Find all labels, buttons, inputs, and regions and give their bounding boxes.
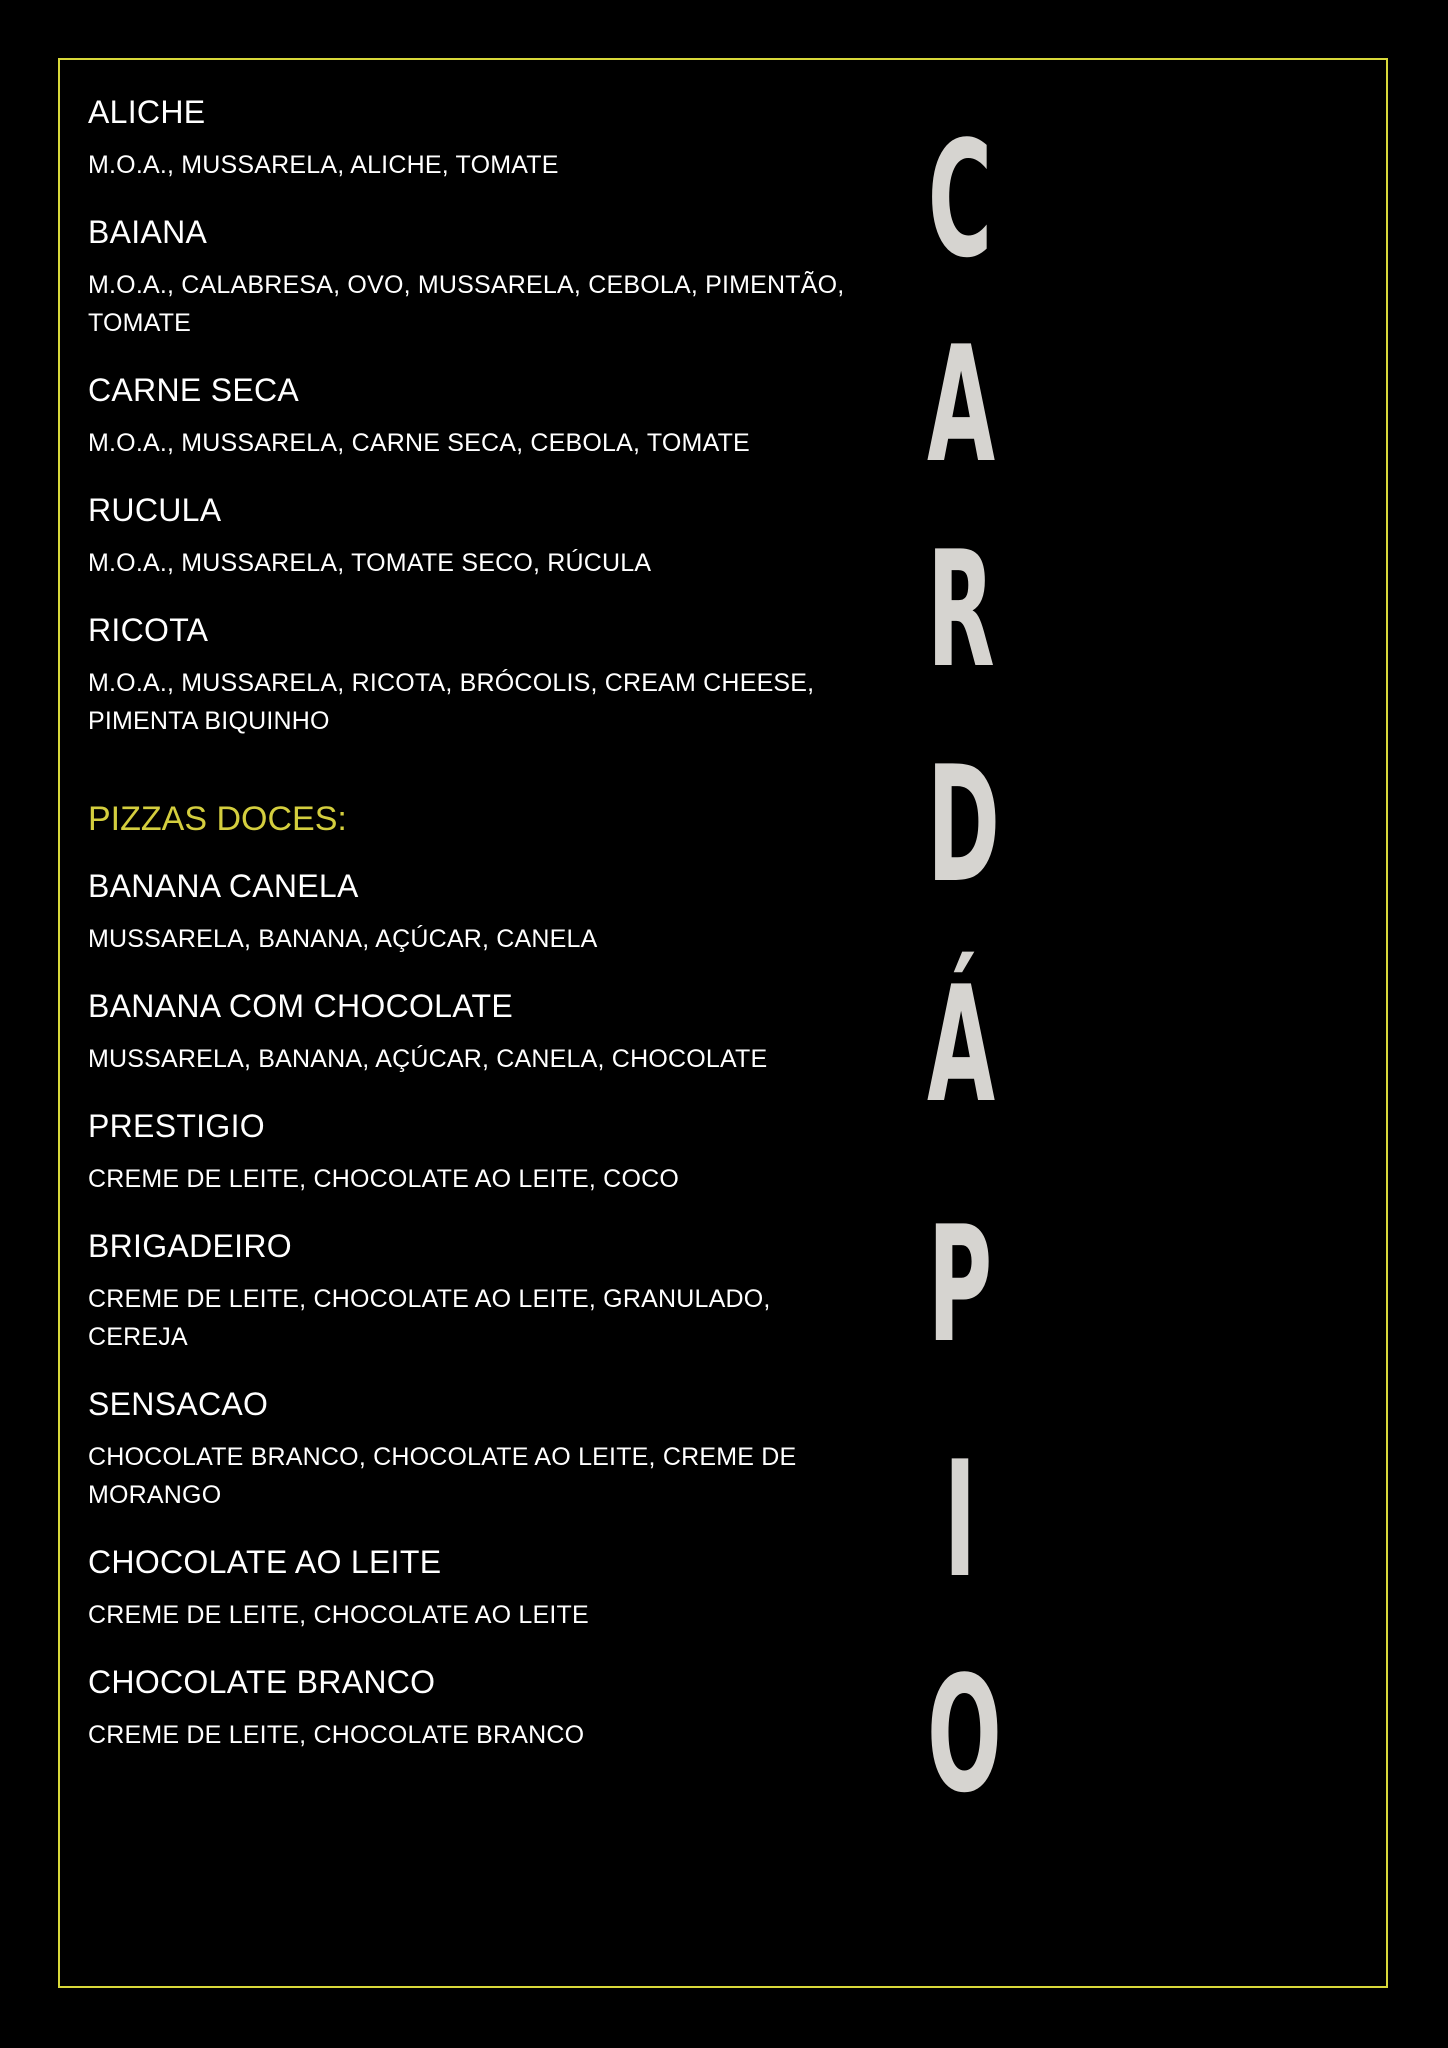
title-letter: O: [927, 1641, 1002, 1828]
menu-item-description: MUSSARELA, BANANA, AÇÚCAR, CANELA: [88, 925, 598, 953]
title-letter: D: [927, 731, 1001, 918]
menu-item-name: SENSACAO: [88, 1386, 269, 1422]
menu-item-description: CREME DE LEITE, CHOCOLATE AO LEITE, COCO: [88, 1165, 679, 1193]
menu-item: [88, 986, 848, 1078]
vertical-title-cardapio: [900, 106, 1020, 1840]
menu-item-name: BRIGADEIRO: [88, 1228, 292, 1264]
menu-item-name: CHOCOLATE AO LEITE: [88, 1544, 442, 1580]
menu-item: [88, 866, 848, 958]
menu-item-description: CHOCOLATE BRANCO, CHOCOLATE AO LEITE, CREME DE MORANGO: [88, 1443, 797, 1509]
menu-item-description: CREME DE LEITE, CHOCOLATE BRANCO: [88, 1721, 585, 1749]
title-letter: C: [927, 106, 993, 293]
menu-item-name: RICOTA: [88, 612, 209, 648]
title-letter: A: [927, 311, 996, 498]
menu-item: [88, 1106, 848, 1198]
menu-item-name: BANANA COM CHOCOLATE: [88, 988, 514, 1024]
menu-item-name: ALICHE: [88, 94, 206, 130]
menu-item-description: M.O.A., MUSSARELA, ALICHE, TOMATE: [88, 151, 559, 179]
menu-list: [88, 92, 848, 1782]
title-letter: R: [927, 516, 995, 703]
menu-item-name: PRESTIGIO: [88, 1108, 265, 1144]
title-letter: I: [943, 1426, 977, 1613]
title-letter: Á: [927, 951, 996, 1138]
menu-item-name: CHOCOLATE BRANCO: [88, 1664, 436, 1700]
section-title-sweet-pizzas: PIZZAS DOCES:: [88, 800, 347, 838]
menu-item: [88, 1662, 848, 1754]
menu-item-name: CARNE SECA: [88, 372, 300, 408]
menu-item-description: CREME DE LEITE, CHOCOLATE AO LEITE, GRANULADO, CEREJA: [88, 1285, 771, 1351]
menu-item-description: M.O.A., MUSSARELA, CARNE SECA, CEBOLA, TOMATE: [88, 429, 750, 457]
menu-item: [88, 1542, 848, 1634]
menu-item-name: RUCULA: [88, 492, 222, 528]
title-letter: P: [927, 1191, 993, 1378]
menu-item-description: M.O.A., MUSSARELA, RICOTA, BRÓCOLIS, CREAM CHEESE, PIMENTA BIQUINHO: [88, 669, 815, 735]
menu-item-name: BANANA CANELA: [88, 868, 359, 904]
menu-item: [88, 212, 848, 342]
menu-item: [88, 1384, 848, 1514]
menu-item: [88, 1226, 848, 1356]
menu-item-description: CREME DE LEITE, CHOCOLATE AO LEITE: [88, 1601, 589, 1629]
menu-item: [88, 610, 848, 740]
menu-item-name: BAIANA: [88, 214, 208, 250]
menu-item-description: MUSSARELA, BANANA, AÇÚCAR, CANELA, CHOCOLATE: [88, 1045, 768, 1073]
menu-item: [88, 92, 848, 184]
menu-item: [88, 370, 848, 462]
menu-item-description: M.O.A., MUSSARELA, TOMATE SECO, RÚCULA: [88, 549, 652, 577]
menu-item-description: M.O.A., CALABRESA, OVO, MUSSARELA, CEBOLA, PIMENTÃO, TOMATE: [88, 271, 845, 337]
menu-item: [88, 490, 848, 582]
